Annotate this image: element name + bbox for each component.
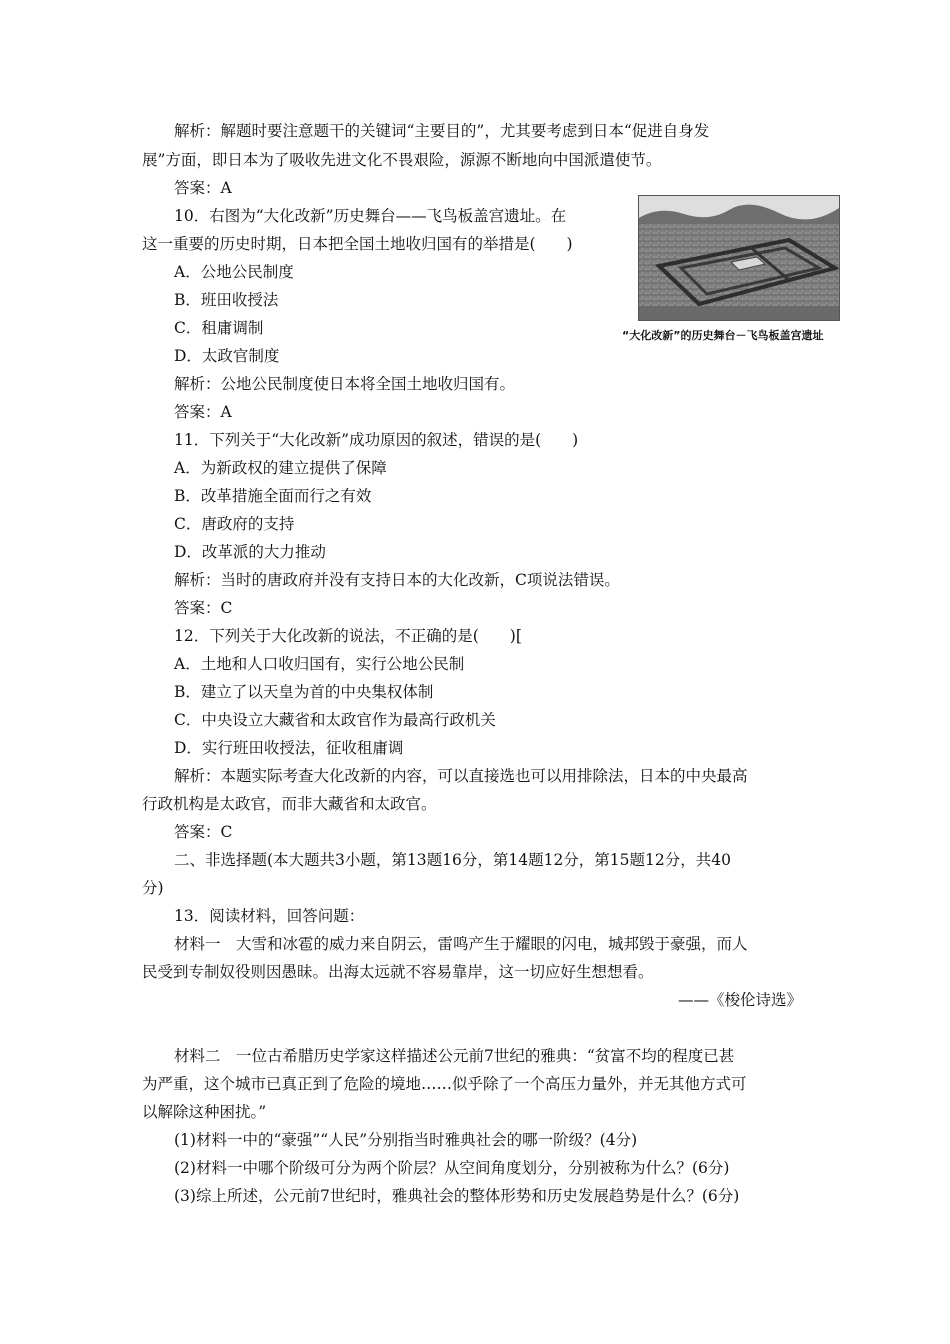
option-12-a: A．土地和人口收归国有，实行公地公民制	[174, 655, 465, 673]
analysis-11: 解析：当时的唐政府并没有支持日本的大化改新，C项说法错误。	[174, 571, 620, 589]
answer-11: 答案：C	[174, 599, 233, 617]
option-12-b: B．建立了以天皇为首的中央集权体制	[174, 683, 434, 701]
sub-question-3: (3)综上所述，公元前7世纪时，雅典社会的整体形势和历史发展趋势是什么？(6分)	[174, 1187, 740, 1205]
ruins-photo	[638, 195, 840, 321]
answer-10: 答案：A	[174, 403, 232, 421]
option-10-c: C．租庸调制	[174, 319, 264, 337]
option-11-a: A．为新政权的建立提供了保障	[174, 459, 387, 477]
option-10-b: B．班田收授法	[174, 291, 279, 309]
sub-question-1: (1)材料一中的“豪强”“人民”分别指当时雅典社会的哪一阶级？(4分)	[174, 1131, 638, 1149]
material-1-source: ——《梭伦诗选》	[677, 991, 802, 1009]
question-13: 13．阅读材料，回答问题：	[174, 907, 365, 925]
material-2-line-1: 材料二 一位古希腊历史学家这样描述公元前7世纪的雅典：“贫富不均的程度已甚	[174, 1047, 735, 1065]
material-1-line-1: 材料一 大雪和冰雹的威力来自阴云，雷鸣产生于耀眼的闪电，城邦毁于豪强，而人	[174, 935, 748, 953]
analysis-10: 解析：公地公民制度使日本将全国土地收归国有。	[174, 375, 516, 393]
option-10-d: D．太政官制度	[174, 347, 280, 365]
section-2-heading-line-2: 分)	[142, 879, 164, 897]
question-10-line-1: 10．右图为“大化改新”历史舞台——飞鸟板盖宫遗址。在	[174, 207, 567, 225]
material-2-line-3: 以解除这种困扰。”	[142, 1103, 267, 1121]
question-11: 11．下列关于“大化改新”成功原因的叙述，错误的是( )	[174, 431, 579, 449]
question-10-line-2: 这一重要的历史时期，日本把全国土地收归国有的举措是( )	[142, 235, 573, 253]
option-11-b: B．改革措施全面而行之有效	[174, 487, 372, 505]
option-11-d: D．改革派的大力推动	[174, 543, 326, 561]
option-10-a: A．公地公民制度	[174, 263, 294, 281]
analysis-12-line-2: 行政机构是太政官，而非大藏省和太政官。	[142, 795, 437, 813]
option-11-c: C．唐政府的支持	[174, 515, 295, 533]
figure-caption: “大化改新”的历史舞台－飞鸟板盖宫遗址	[622, 329, 824, 342]
material-2-line-2: 为严重，这个城市已真正到了危险的境地……似乎除了一个高压力量外，并无其他方式可	[142, 1075, 747, 1093]
analysis-9-line-1: 解析：解题时要注意题干的关键词“主要目的”，尤其要考虑到日本“促进自身发	[174, 122, 710, 140]
question-12: 12．下列关于大化改新的说法，不正确的是( )[	[174, 627, 522, 645]
analysis-9-line-2: 展”方面，即日本为了吸收先进文化不畏艰险，源源不断地向中国派遣使节。	[142, 151, 662, 169]
option-12-c: C．中央设立大藏省和太政官作为最高行政机关	[174, 711, 496, 729]
answer-12: 答案：C	[174, 823, 233, 841]
analysis-12-line-1: 解析：本题实际考查大化改新的内容，可以直接选也可以用排除法，日本的中央最高	[174, 767, 748, 785]
answer-9: 答案：A	[174, 179, 232, 197]
ruins-photo-illustration	[639, 196, 839, 320]
option-12-d: D．实行班田收授法，征收租庸调	[174, 739, 404, 757]
section-2-heading-line-1: 二、非选择题(本大题共3小题，第13题16分，第14题12分，第15题12分，共40	[174, 851, 731, 869]
sub-question-2: (2)材料一中哪个阶级可分为两个阶层？从空间角度划分，分别被称为什么？(6分)	[174, 1159, 730, 1177]
material-1-line-2: 民受到专制奴役则因愚昧。出海太远就不容易靠岸，这一切应好生想想看。	[142, 963, 654, 981]
